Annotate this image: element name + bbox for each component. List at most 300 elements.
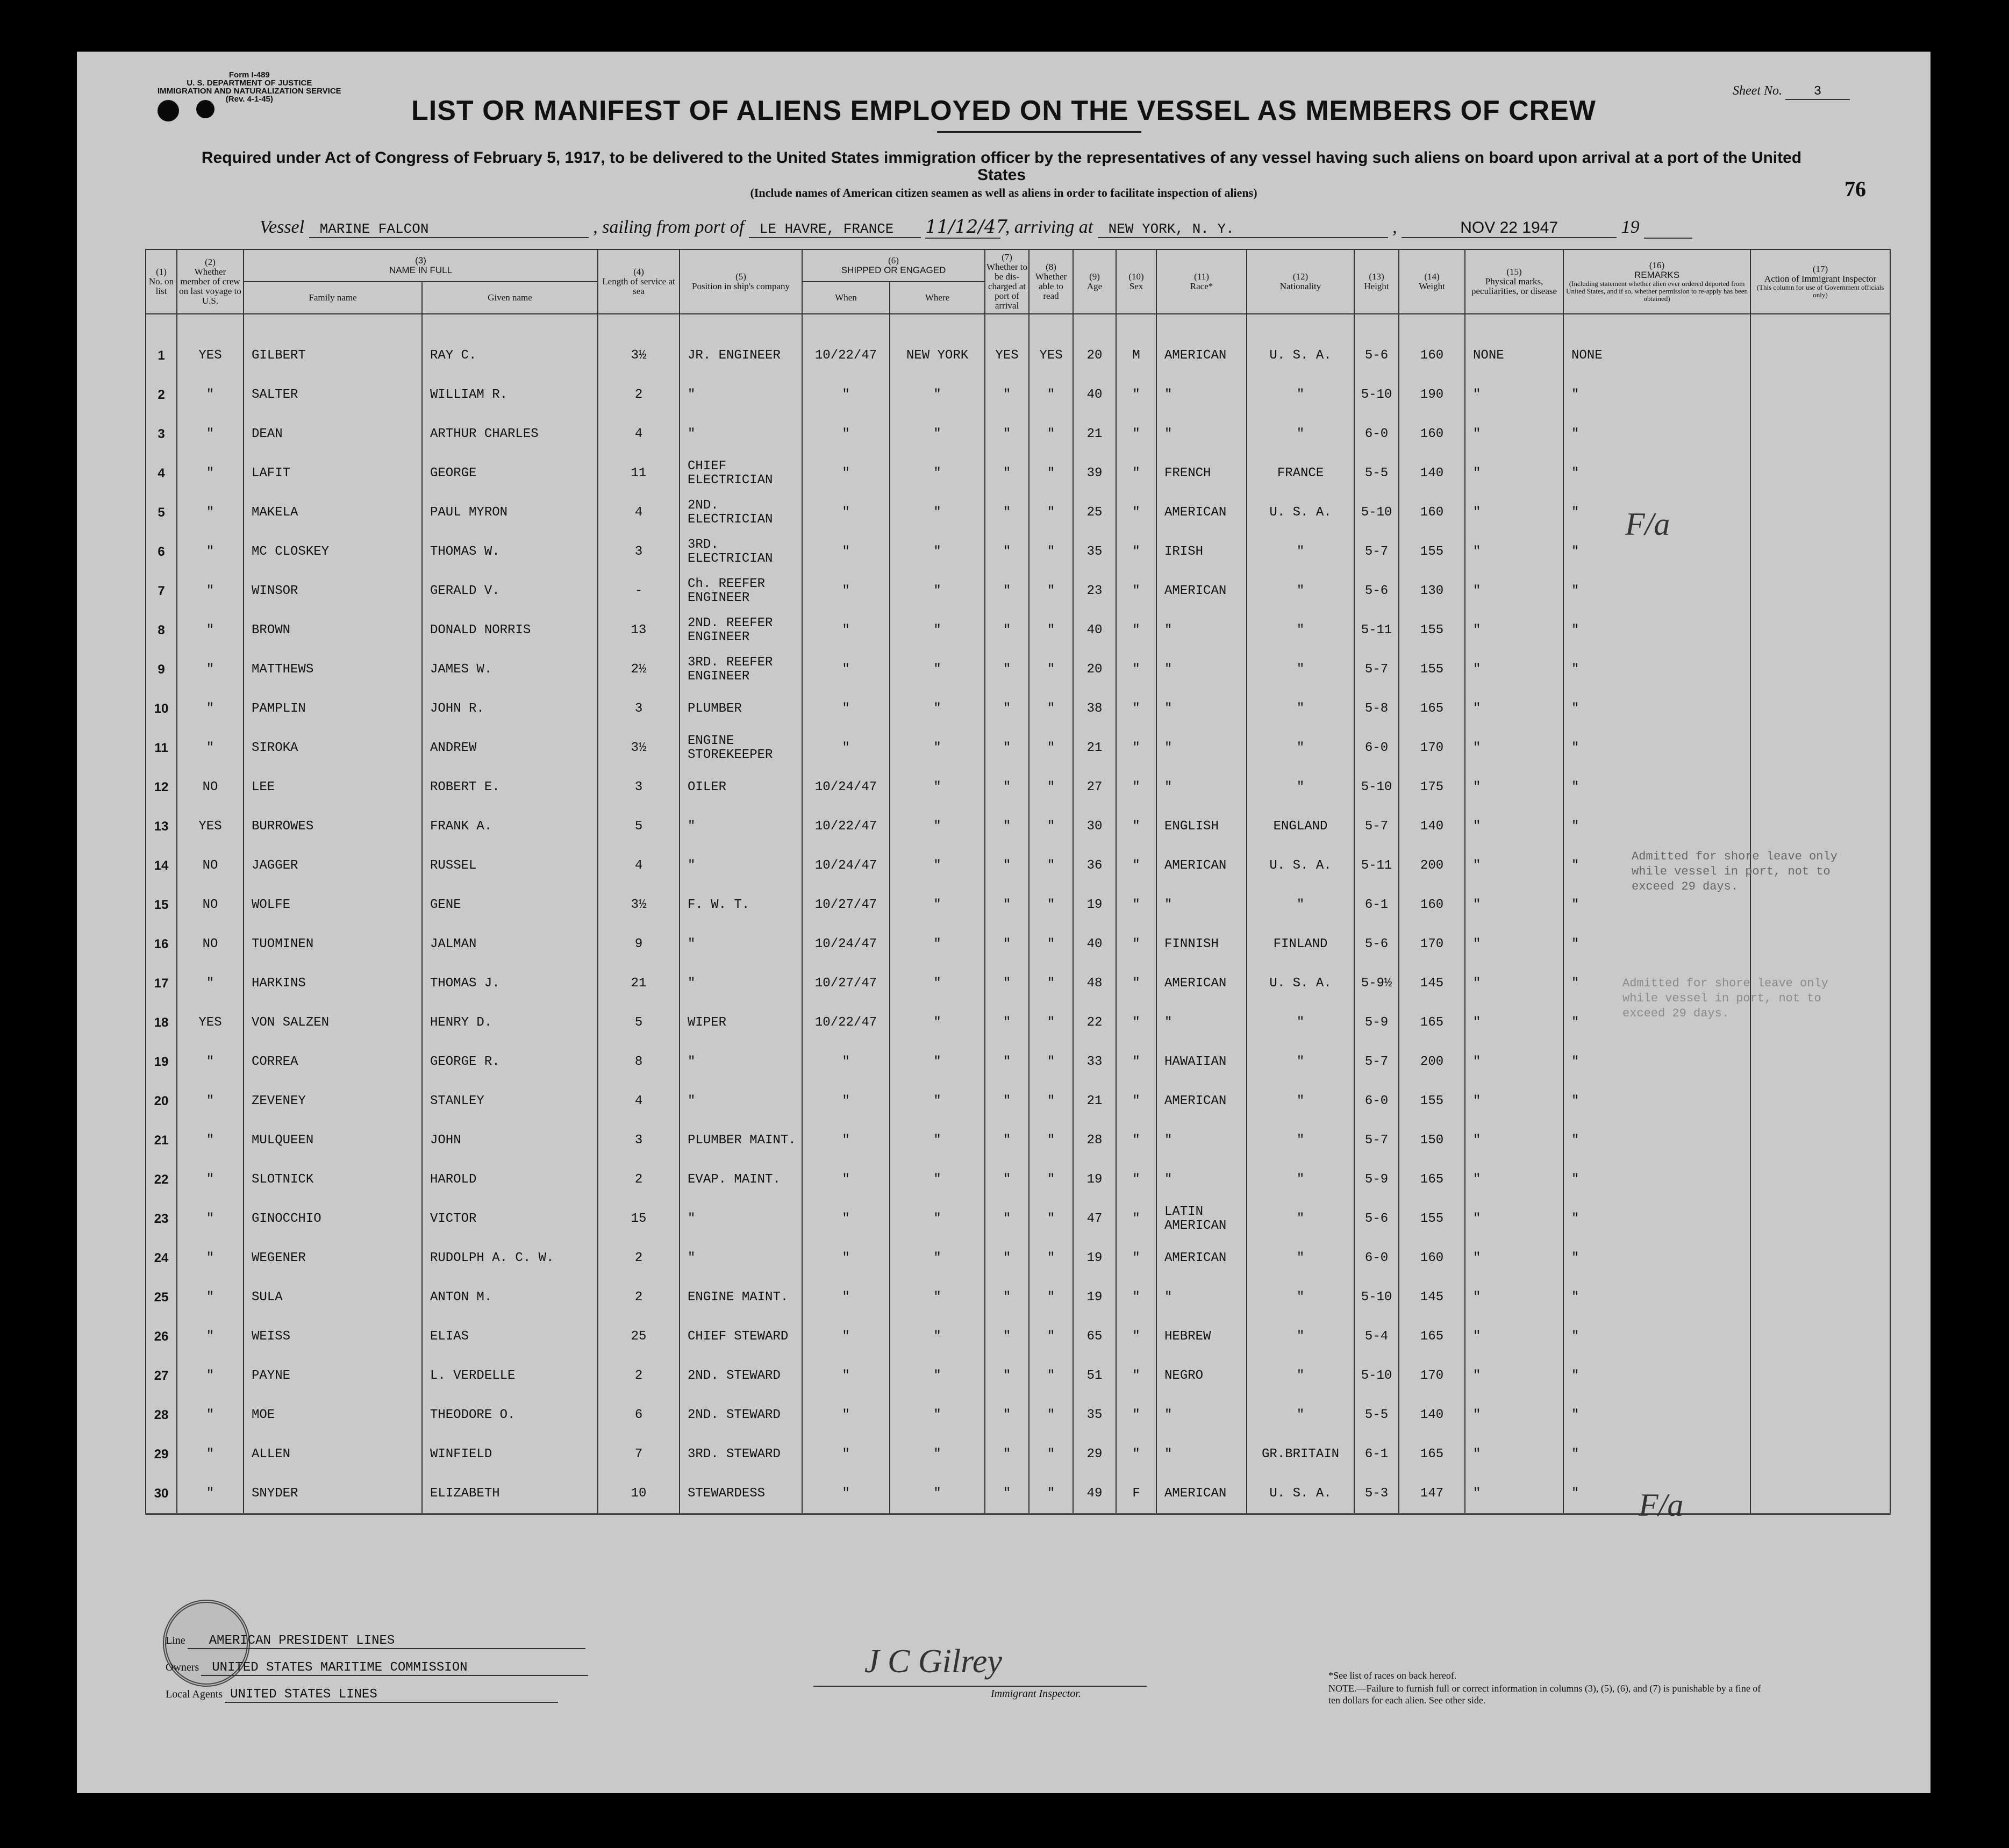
cell-nationality: " — [1247, 1395, 1354, 1435]
cell-remarks: " — [1563, 1199, 1750, 1238]
cell-weight: 170 — [1399, 925, 1465, 964]
cell-service-length: 2 — [598, 375, 680, 414]
cell-weight: 170 — [1399, 728, 1465, 768]
cell-previous-voyage: " — [177, 1121, 244, 1160]
table-row — [146, 1395, 1890, 1435]
inspector-label: Immigrant Inspector. — [991, 1688, 1081, 1700]
cell-height: 5-10 — [1354, 375, 1399, 414]
cell-weight: 160 — [1399, 885, 1465, 925]
cell-height: 5-6 — [1354, 571, 1399, 611]
cell-nationality: " — [1247, 728, 1354, 768]
cell-nationality: " — [1247, 650, 1354, 689]
cell-shipped-where: " — [890, 532, 985, 571]
cell-nationality: ENGLAND — [1247, 807, 1354, 846]
cell-able-to-read: " — [1029, 689, 1073, 728]
cell-position: STEWARDESS — [680, 1474, 802, 1514]
table-row — [146, 846, 1890, 885]
table-row — [146, 1042, 1890, 1081]
cell-row-number: 24 — [146, 1238, 177, 1278]
cell-discharged: " — [985, 1356, 1029, 1395]
cell-height: 5-10 — [1354, 1278, 1399, 1317]
cell-family-name: SLOTNICK — [244, 1160, 422, 1199]
cell-sex: M — [1116, 314, 1156, 375]
cell-previous-voyage: " — [177, 1042, 244, 1081]
cell-nationality: " — [1247, 1121, 1354, 1160]
col-header-discharged: (7) Whether to be dis-charged at port of arrival — [985, 249, 1029, 314]
cell-shipped-where: " — [890, 1121, 985, 1160]
cell-shipped-when: " — [802, 493, 890, 532]
cell-nationality: " — [1247, 532, 1354, 571]
table-row — [146, 375, 1890, 414]
cell-discharged: YES — [985, 314, 1029, 375]
cell-previous-voyage: " — [177, 1474, 244, 1514]
cell-weight: 170 — [1399, 1356, 1465, 1395]
cell-race: AMERICAN — [1156, 1081, 1247, 1121]
cell-weight: 150 — [1399, 1121, 1465, 1160]
cell-inspector-action — [1750, 728, 1890, 768]
cell-family-name: SNYDER — [244, 1474, 422, 1514]
cell-remarks: " — [1563, 532, 1750, 571]
cell-discharged: " — [985, 1042, 1029, 1081]
cell-remarks: " — [1563, 375, 1750, 414]
cell-nationality: FINLAND — [1247, 925, 1354, 964]
cell-service-length: 5 — [598, 807, 680, 846]
cell-sex: " — [1116, 414, 1156, 454]
cell-inspector-action — [1750, 807, 1890, 846]
cell-family-name: WOLFE — [244, 885, 422, 925]
cell-remarks: NONE — [1563, 314, 1750, 375]
cell-sex: " — [1116, 1238, 1156, 1278]
cell-nationality: FRANCE — [1247, 454, 1354, 493]
cell-family-name: WINSOR — [244, 571, 422, 611]
cell-age: 40 — [1073, 611, 1116, 650]
cell-discharged: " — [985, 1317, 1029, 1356]
cell-previous-voyage: " — [177, 650, 244, 689]
cell-discharged: " — [985, 1199, 1029, 1238]
cell-given-name: HENRY D. — [422, 1003, 598, 1042]
cell-family-name: ALLEN — [244, 1435, 422, 1474]
cell-family-name: SIROKA — [244, 728, 422, 768]
cell-physical-marks: " — [1465, 1042, 1563, 1081]
cell-physical-marks: " — [1465, 1199, 1563, 1238]
cell-given-name: THOMAS W. — [422, 532, 598, 571]
cell-age: 40 — [1073, 925, 1116, 964]
cell-physical-marks: " — [1465, 375, 1563, 414]
cell-shipped-where: " — [890, 1003, 985, 1042]
cell-inspector-action — [1750, 454, 1890, 493]
cell-age: 51 — [1073, 1356, 1116, 1395]
cell-row-number: 10 — [146, 689, 177, 728]
cell-service-length: 9 — [598, 925, 680, 964]
cell-age: 29 — [1073, 1435, 1116, 1474]
cell-weight: 165 — [1399, 1160, 1465, 1199]
cell-previous-voyage: " — [177, 728, 244, 768]
cell-weight: 165 — [1399, 1003, 1465, 1042]
cell-able-to-read: " — [1029, 1160, 1073, 1199]
cell-service-length: 11 — [598, 454, 680, 493]
cell-physical-marks: " — [1465, 1356, 1563, 1395]
cell-shipped-when: " — [802, 1121, 890, 1160]
cell-shipped-when: " — [802, 1395, 890, 1435]
cell-service-length: 4 — [598, 493, 680, 532]
cell-shipped-when: 10/22/47 — [802, 1003, 890, 1042]
cell-able-to-read: " — [1029, 650, 1073, 689]
cell-remarks: " — [1563, 1278, 1750, 1317]
col-header-previous-voyage: (2) Whether member of crew on last voyage to U.S. — [177, 249, 244, 314]
cell-sex: " — [1116, 1121, 1156, 1160]
cell-previous-voyage: NO — [177, 925, 244, 964]
cell-height: 5-5 — [1354, 1395, 1399, 1435]
cell-previous-voyage: " — [177, 1199, 244, 1238]
cell-given-name: THOMAS J. — [422, 964, 598, 1003]
cell-given-name: HAROLD — [422, 1160, 598, 1199]
cell-shipped-where: " — [890, 689, 985, 728]
cell-sex: " — [1116, 1042, 1156, 1081]
cell-remarks: " — [1563, 1160, 1750, 1199]
cell-height: 5-7 — [1354, 1121, 1399, 1160]
cell-previous-voyage: YES — [177, 807, 244, 846]
cell-inspector-action — [1750, 571, 1890, 611]
cell-inspector-action — [1750, 925, 1890, 964]
cell-remarks: " — [1563, 1121, 1750, 1160]
cell-given-name: GENE — [422, 885, 598, 925]
cell-discharged: " — [985, 1238, 1029, 1278]
footer-owners-row: Owners UNITED STATES MARITIME COMMISSION — [166, 1660, 588, 1676]
cell-shipped-where: " — [890, 925, 985, 964]
cell-race: " — [1156, 728, 1247, 768]
cell-able-to-read: " — [1029, 1042, 1073, 1081]
cell-weight: 190 — [1399, 375, 1465, 414]
cell-previous-voyage: " — [177, 414, 244, 454]
cell-shipped-when: " — [802, 1081, 890, 1121]
cell-family-name: WEGENER — [244, 1238, 422, 1278]
cell-family-name: LEE — [244, 768, 422, 807]
col-header-age: (9) Age — [1073, 249, 1116, 314]
cell-service-length: 2 — [598, 1238, 680, 1278]
cell-family-name: MAKELA — [244, 493, 422, 532]
cell-shipped-where: " — [890, 493, 985, 532]
cell-shipped-where: " — [890, 454, 985, 493]
cell-height: 6-1 — [1354, 885, 1399, 925]
col-header-family-name: Family name — [244, 282, 422, 314]
cell-able-to-read: " — [1029, 375, 1073, 414]
cell-nationality: U. S. A. — [1247, 964, 1354, 1003]
cell-shipped-where: " — [890, 375, 985, 414]
vessel-name: MARINE FALCON — [309, 221, 589, 238]
cell-inspector-action — [1750, 1042, 1890, 1081]
cell-physical-marks: " — [1465, 689, 1563, 728]
cell-age: 30 — [1073, 807, 1116, 846]
cell-given-name: DONALD NORRIS — [422, 611, 598, 650]
cell-nationality: GR.BRITAIN — [1247, 1435, 1354, 1474]
cell-sex: " — [1116, 650, 1156, 689]
cell-nationality: " — [1247, 1081, 1354, 1121]
cell-position: 3RD. REEFER ENGINEER — [680, 650, 802, 689]
cell-age: 47 — [1073, 1199, 1116, 1238]
cell-physical-marks: " — [1465, 571, 1563, 611]
owners-name: UNITED STATES MARITIME COMMISSION — [201, 1660, 588, 1676]
cell-given-name: STANLEY — [422, 1081, 598, 1121]
cell-sex: F — [1116, 1474, 1156, 1514]
table-row — [146, 1278, 1890, 1317]
cell-age: 38 — [1073, 689, 1116, 728]
cell-height: 5-7 — [1354, 1042, 1399, 1081]
cell-weight: 165 — [1399, 1317, 1465, 1356]
cell-race: " — [1156, 1395, 1247, 1435]
cell-nationality: " — [1247, 1042, 1354, 1081]
cell-able-to-read: " — [1029, 493, 1073, 532]
cell-nationality: " — [1247, 689, 1354, 728]
cell-position: ENGINE STOREKEEPER — [680, 728, 802, 768]
sail-date: 11/12/47 — [925, 216, 1007, 238]
cell-row-number: 25 — [146, 1278, 177, 1317]
cell-physical-marks: " — [1465, 768, 1563, 807]
cell-discharged: " — [985, 807, 1029, 846]
cell-service-length: 21 — [598, 964, 680, 1003]
cell-age: 35 — [1073, 532, 1116, 571]
cell-given-name: WILLIAM R. — [422, 375, 598, 414]
cell-previous-voyage: " — [177, 454, 244, 493]
cell-height: 5-9 — [1354, 1160, 1399, 1199]
cell-position: " — [680, 964, 802, 1003]
cell-age: 39 — [1073, 454, 1116, 493]
cell-shipped-when: 10/22/47 — [802, 314, 890, 375]
cell-able-to-read: " — [1029, 768, 1073, 807]
cell-family-name: BURROWES — [244, 807, 422, 846]
cell-given-name: ARTHUR CHARLES — [422, 414, 598, 454]
cell-remarks: " — [1563, 768, 1750, 807]
cell-remarks: " — [1563, 1042, 1750, 1081]
cell-discharged: " — [985, 1474, 1029, 1514]
cell-race: FRENCH — [1156, 454, 1247, 493]
cell-given-name: RUSSEL — [422, 846, 598, 885]
cell-sex: " — [1116, 768, 1156, 807]
cell-sex: " — [1116, 1356, 1156, 1395]
cell-given-name: FRANK A. — [422, 807, 598, 846]
cell-inspector-action — [1750, 768, 1890, 807]
cell-shipped-where: " — [890, 1042, 985, 1081]
cell-nationality: " — [1247, 571, 1354, 611]
cell-remarks: " — [1563, 689, 1750, 728]
cell-shipped-where: " — [890, 650, 985, 689]
crew-rows — [146, 314, 1890, 1514]
cell-nationality: " — [1247, 1278, 1354, 1317]
cell-weight: 165 — [1399, 1435, 1465, 1474]
cell-discharged: " — [985, 885, 1029, 925]
cell-able-to-read: " — [1029, 964, 1073, 1003]
cell-given-name: ANDREW — [422, 728, 598, 768]
cell-shipped-where: " — [890, 1395, 985, 1435]
cell-previous-voyage: " — [177, 532, 244, 571]
cell-position: " — [680, 1042, 802, 1081]
cell-sex: " — [1116, 1395, 1156, 1435]
cell-race: " — [1156, 1160, 1247, 1199]
cell-weight: 175 — [1399, 768, 1465, 807]
cell-shipped-when: " — [802, 571, 890, 611]
cell-family-name: DEAN — [244, 414, 422, 454]
cell-height: 6-0 — [1354, 414, 1399, 454]
cell-race: " — [1156, 650, 1247, 689]
cell-given-name: ANTON M. — [422, 1278, 598, 1317]
cell-position: " — [680, 375, 802, 414]
cell-sex: " — [1116, 1317, 1156, 1356]
cell-weight: 140 — [1399, 454, 1465, 493]
signature-line — [813, 1686, 1147, 1687]
cell-able-to-read: " — [1029, 846, 1073, 885]
cell-discharged: " — [985, 925, 1029, 964]
cell-service-length: 10 — [598, 1474, 680, 1514]
cell-row-number: 22 — [146, 1160, 177, 1199]
cell-given-name: ROBERT E. — [422, 768, 598, 807]
table-row — [146, 1238, 1890, 1278]
cell-sex: " — [1116, 1081, 1156, 1121]
cell-able-to-read: " — [1029, 1395, 1073, 1435]
cell-weight: 200 — [1399, 846, 1465, 885]
races-note: *See list of races on back hereof. — [1328, 1670, 1457, 1681]
cell-physical-marks: " — [1465, 846, 1563, 885]
cell-shipped-when: 10/24/47 — [802, 925, 890, 964]
cell-row-number: 18 — [146, 1003, 177, 1042]
cell-discharged: " — [985, 454, 1029, 493]
cell-age: 20 — [1073, 314, 1116, 375]
cell-race: " — [1156, 1003, 1247, 1042]
cell-sex: " — [1116, 728, 1156, 768]
cell-remarks: " — [1563, 846, 1750, 885]
cell-previous-voyage: " — [177, 1238, 244, 1278]
cell-nationality: " — [1247, 1199, 1354, 1238]
col-header-action: (17) Action of Immigrant Inspector (This column for use of Government officials only) — [1750, 249, 1890, 314]
cell-discharged: " — [985, 1395, 1029, 1435]
cell-sex: " — [1116, 454, 1156, 493]
cell-sex: " — [1116, 571, 1156, 611]
cell-service-length: 5 — [598, 1003, 680, 1042]
cell-family-name: SULA — [244, 1278, 422, 1317]
cell-family-name: MATTHEWS — [244, 650, 422, 689]
cell-able-to-read: YES — [1029, 314, 1073, 375]
form-id: Form I-489 U. S. DEPARTMENT OF JUSTICE IMMIGRATION AND NATURALIZATION SERVICE (Rev. 4-1-45) — [158, 70, 341, 104]
cell-height: 6-0 — [1354, 1238, 1399, 1278]
cell-weight: 160 — [1399, 414, 1465, 454]
cell-inspector-action — [1750, 493, 1890, 532]
cell-race: AMERICAN — [1156, 493, 1247, 532]
cell-age: 40 — [1073, 375, 1116, 414]
cell-physical-marks: NONE — [1465, 314, 1563, 375]
cell-row-number: 17 — [146, 964, 177, 1003]
cell-height: 5-10 — [1354, 768, 1399, 807]
cell-weight: 130 — [1399, 571, 1465, 611]
cell-nationality: U. S. A. — [1247, 846, 1354, 885]
table-row — [146, 1081, 1890, 1121]
shore-leave-stamp: Admitted for shore leave only while vessel in port, not to exceed 29 days. — [1622, 977, 1828, 1020]
cell-race: AMERICAN — [1156, 1238, 1247, 1278]
cell-discharged: " — [985, 375, 1029, 414]
cell-shipped-when: 10/27/47 — [802, 885, 890, 925]
arrival-date: NOV 22 1947 — [1402, 219, 1617, 238]
cell-family-name: MULQUEEN — [244, 1121, 422, 1160]
manifest-sheet — [77, 52, 1931, 1793]
cell-able-to-read: " — [1029, 1356, 1073, 1395]
table-row — [146, 689, 1890, 728]
cell-given-name: JOHN R. — [422, 689, 598, 728]
cell-weight: 160 — [1399, 1238, 1465, 1278]
cell-race: LATIN AMERICAN — [1156, 1199, 1247, 1238]
crew-manifest-table — [145, 249, 1891, 1515]
cell-nationality: " — [1247, 1356, 1354, 1395]
cell-service-length: 2 — [598, 1160, 680, 1199]
cell-inspector-action — [1750, 314, 1890, 375]
cell-position: " — [680, 807, 802, 846]
cell-height: 5-10 — [1354, 493, 1399, 532]
cell-sex: " — [1116, 807, 1156, 846]
cell-weight: 155 — [1399, 532, 1465, 571]
cell-able-to-read: " — [1029, 728, 1073, 768]
cell-weight: 155 — [1399, 1199, 1465, 1238]
cell-given-name: GEORGE — [422, 454, 598, 493]
cell-sex: " — [1116, 689, 1156, 728]
cell-remarks: " — [1563, 885, 1750, 925]
cell-discharged: " — [985, 611, 1029, 650]
include-note: (Include names of American citizen seamen as well as aliens in order to facilitate inspection of aliens) — [750, 186, 1257, 199]
cell-inspector-action — [1750, 1356, 1890, 1395]
col-header-where: Where — [890, 282, 985, 314]
cell-age: 19 — [1073, 1238, 1116, 1278]
cell-shipped-where: " — [890, 964, 985, 1003]
cell-age: 36 — [1073, 846, 1116, 885]
cell-nationality: " — [1247, 611, 1354, 650]
cell-age: 21 — [1073, 1081, 1116, 1121]
table-row — [146, 925, 1890, 964]
cell-sex: " — [1116, 885, 1156, 925]
cell-able-to-read: " — [1029, 1317, 1073, 1356]
cell-service-length: 3½ — [598, 728, 680, 768]
cell-position: F. W. T. — [680, 885, 802, 925]
cell-remarks: " — [1563, 1395, 1750, 1435]
cell-service-length: 3½ — [598, 314, 680, 375]
cell-physical-marks: " — [1465, 807, 1563, 846]
cell-inspector-action — [1750, 1238, 1890, 1278]
table-row — [146, 650, 1890, 689]
cell-position: " — [680, 925, 802, 964]
cell-able-to-read: " — [1029, 532, 1073, 571]
cell-previous-voyage: YES — [177, 314, 244, 375]
cell-family-name: GINOCCHIO — [244, 1199, 422, 1238]
cell-shipped-where: " — [890, 1199, 985, 1238]
cell-age: 65 — [1073, 1317, 1116, 1356]
cell-service-length: 8 — [598, 1042, 680, 1081]
cell-position: OILER — [680, 768, 802, 807]
cell-given-name: GERALD V. — [422, 571, 598, 611]
cell-height: 5-6 — [1354, 314, 1399, 375]
cell-race: HEBREW — [1156, 1317, 1247, 1356]
cell-remarks: " — [1563, 964, 1750, 1003]
cell-family-name: ZEVENEY — [244, 1081, 422, 1121]
cell-given-name: WINFIELD — [422, 1435, 598, 1474]
cell-position: CHIEF STEWARD — [680, 1317, 802, 1356]
cell-shipped-when: " — [802, 414, 890, 454]
cell-nationality: U. S. A. — [1247, 314, 1354, 375]
cell-inspector-action — [1750, 414, 1890, 454]
cell-inspector-action — [1750, 1474, 1890, 1514]
cell-able-to-read: " — [1029, 925, 1073, 964]
shore-leave-stamp: Admitted for shore leave only while vessel in port, not to exceed 29 days. — [1632, 850, 1838, 893]
col-header-no: (1) No. on list — [146, 249, 177, 314]
cell-previous-voyage: " — [177, 689, 244, 728]
cell-row-number: 14 — [146, 846, 177, 885]
cell-sex: " — [1116, 493, 1156, 532]
cell-row-number: 11 — [146, 728, 177, 768]
cell-discharged: " — [985, 964, 1029, 1003]
cell-previous-voyage: " — [177, 1278, 244, 1317]
